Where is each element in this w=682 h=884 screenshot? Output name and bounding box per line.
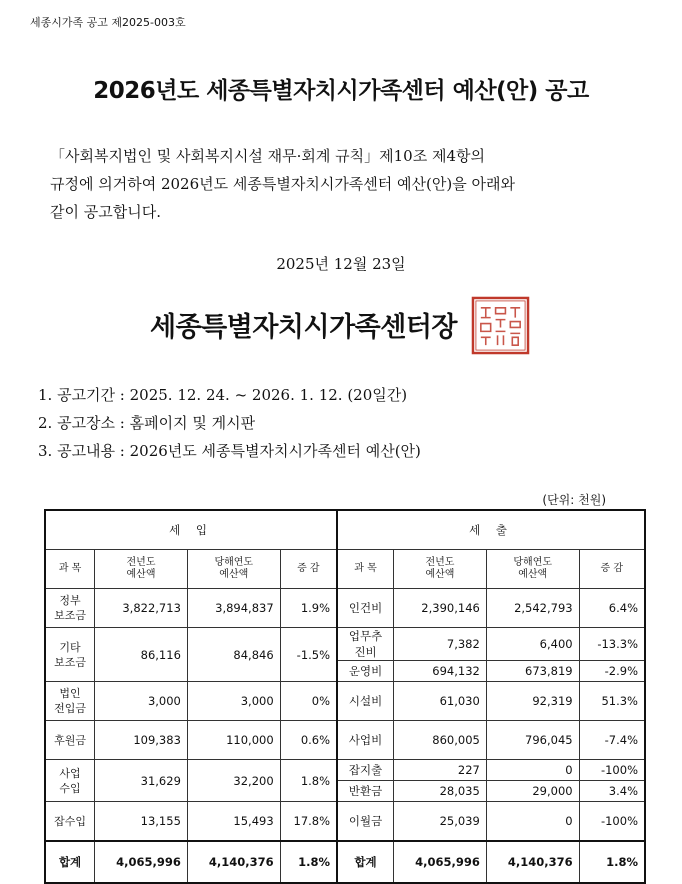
expense-prev: 25,039 <box>394 802 487 842</box>
notice-number: 세종시가족 공고 제2025-003호 <box>30 16 186 29</box>
total-row <box>45 841 645 883</box>
page-title: 2026년도 세종특별자치시가족센터 예산(안) 공고 <box>93 78 589 104</box>
body-line: 「사회복지법인 및 사회복지시설 재무·회계 규칙」제10조 제4항의 <box>50 147 486 165</box>
expense-change: -2.9% <box>579 661 645 682</box>
col-curr: 당해연도 예산액 <box>187 550 280 589</box>
expense-prev: 2,390,146 <box>394 589 487 628</box>
expense-category: 업무추진비 <box>337 628 394 661</box>
revenue-header: 세 입 <box>45 510 337 550</box>
revenue-change: 17.8% <box>280 802 337 842</box>
expense-prev: 694,132 <box>394 661 487 682</box>
table-row <box>45 682 645 721</box>
notice-date: 2025년 12월 23일 <box>276 255 406 273</box>
revenue-category: 후원금 <box>45 721 95 760</box>
revenue-prev: 86,116 <box>95 628 188 682</box>
body-line: 규정에 의거하여 2026년도 세종특별자치시가족센터 예산(안)을 아래와 <box>50 175 515 193</box>
revenue-change: 1.8% <box>280 760 337 802</box>
table-row <box>45 760 645 781</box>
total-expense-change: 1.8% <box>579 841 645 883</box>
revenue-category: 사업 수입 <box>45 760 95 802</box>
expense-change: -100% <box>579 802 645 842</box>
expense-change: -7.4% <box>579 721 645 760</box>
total-expense-prev: 4,065,996 <box>394 841 487 883</box>
expense-curr: 92,319 <box>486 682 579 721</box>
revenue-prev: 3,000 <box>95 682 188 721</box>
expense-curr: 673,819 <box>486 661 579 682</box>
revenue-curr: 84,846 <box>187 628 280 682</box>
total-revenue-change: 1.8% <box>280 841 337 883</box>
expense-change: -100% <box>579 760 645 781</box>
expense-change: 6.4% <box>579 589 645 628</box>
col-change: 증 감 <box>280 550 337 589</box>
col-prev: 전년도 예산액 <box>394 550 487 589</box>
revenue-category: 잡수입 <box>45 802 95 842</box>
expense-curr: 796,045 <box>486 721 579 760</box>
revenue-category: 기타 보조금 <box>45 628 95 682</box>
expense-category: 이월금 <box>337 802 394 842</box>
total-label: 합계 <box>45 841 95 883</box>
table-row <box>45 589 645 628</box>
col-change: 증 감 <box>579 550 645 589</box>
expense-change: 51.3% <box>579 682 645 721</box>
total-revenue-prev: 4,065,996 <box>95 841 188 883</box>
expense-curr: 2,542,793 <box>486 589 579 628</box>
expense-prev: 7,382 <box>394 628 487 661</box>
item-location: 2. 공고장소 : 홈페이지 및 게시판 <box>38 414 256 432</box>
revenue-category: 법인 전입금 <box>45 682 95 721</box>
unit-label: (단위: 천원) <box>542 493 606 507</box>
revenue-curr: 15,493 <box>187 802 280 842</box>
col-category: 과 목 <box>45 550 95 589</box>
issuer-name: 세종특별자치시가족센터장 <box>150 312 457 343</box>
expense-category: 인건비 <box>337 589 394 628</box>
revenue-curr: 3,000 <box>187 682 280 721</box>
expense-curr: 6,400 <box>486 628 579 661</box>
total-revenue-curr: 4,140,376 <box>187 841 280 883</box>
total-label: 합계 <box>337 841 394 883</box>
revenue-prev: 3,822,713 <box>95 589 188 628</box>
expense-category: 잡지출 <box>337 760 394 781</box>
expense-curr: 0 <box>486 802 579 842</box>
expense-category: 반환금 <box>337 781 394 802</box>
revenue-change: 1.9% <box>280 589 337 628</box>
revenue-category: 정부 보조금 <box>45 589 95 628</box>
expense-change: -13.3% <box>579 628 645 661</box>
expense-category: 사업비 <box>337 721 394 760</box>
col-prev: 전년도 예산액 <box>95 550 188 589</box>
total-expense-curr: 4,140,376 <box>486 841 579 883</box>
revenue-change: 0.6% <box>280 721 337 760</box>
expense-prev: 227 <box>394 760 487 781</box>
notice-items <box>38 381 421 465</box>
revenue-curr: 32,200 <box>187 760 280 802</box>
body-line: 같이 공고합니다. <box>50 203 161 221</box>
expense-category: 시설비 <box>337 682 394 721</box>
revenue-curr: 3,894,837 <box>187 589 280 628</box>
table-row <box>45 802 645 842</box>
revenue-prev: 13,155 <box>95 802 188 842</box>
revenue-prev: 31,629 <box>95 760 188 802</box>
item-period: 1. 공고기간 : 2025. 12. 24. ~ 2026. 1. 12. (20일간) <box>38 386 408 404</box>
expense-curr: 29,000 <box>486 781 579 802</box>
table-row <box>45 628 645 661</box>
expense-category: 운영비 <box>337 661 394 682</box>
table-row <box>45 721 645 760</box>
expense-prev: 61,030 <box>394 682 487 721</box>
expense-prev: 28,035 <box>394 781 487 802</box>
revenue-change: -1.5% <box>280 628 337 682</box>
revenue-curr: 110,000 <box>187 721 280 760</box>
revenue-change: 0% <box>280 682 337 721</box>
item-content: 3. 공고내용 : 2026년도 세종특별자치시가족센터 예산(안) <box>38 442 421 460</box>
col-curr: 당해연도 예산액 <box>486 550 579 589</box>
expense-change: 3.4% <box>579 781 645 802</box>
revenue-prev: 109,383 <box>95 721 188 760</box>
budget-table <box>44 509 646 884</box>
notice-body <box>50 142 640 226</box>
expense-header: 세 출 <box>337 510 645 550</box>
expense-prev: 860,005 <box>394 721 487 760</box>
col-category: 과 목 <box>337 550 394 589</box>
official-seal-icon <box>471 296 530 355</box>
expense-curr: 0 <box>486 760 579 781</box>
